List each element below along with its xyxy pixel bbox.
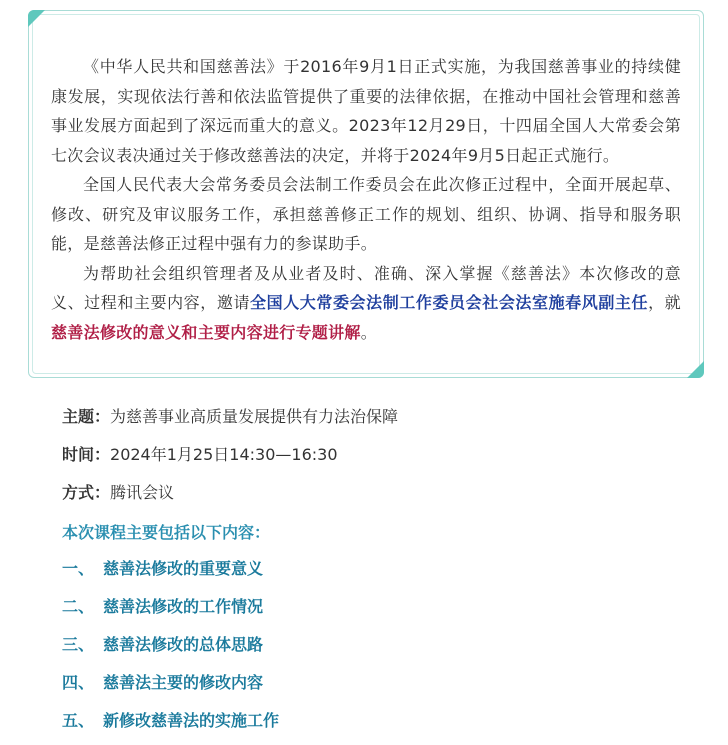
course-outline bbox=[62, 519, 279, 745]
time-value: 2024年1月25日14:30—16:30 bbox=[110, 445, 338, 464]
outline-item bbox=[62, 669, 279, 707]
outline-item-number: 三、 bbox=[62, 635, 95, 654]
intro-paragraph-3-middle: ，就 bbox=[648, 293, 681, 312]
outline-item-text: 慈善法修改的总体思路 bbox=[103, 635, 264, 654]
intro-text bbox=[51, 52, 681, 347]
intro-paragraph-3 bbox=[51, 259, 681, 348]
outline-item-number: 四、 bbox=[62, 673, 95, 692]
outline-item-text: 慈善法修改的重要意义 bbox=[103, 559, 264, 578]
time-row bbox=[62, 441, 398, 479]
outline-item bbox=[62, 555, 279, 593]
method-row bbox=[62, 479, 398, 517]
event-info bbox=[62, 403, 398, 517]
topic-highlight: 慈善法修改的意义和主要内容进行专题讲解 bbox=[51, 322, 361, 342]
theme-label: 主题： bbox=[62, 407, 111, 426]
outline-item-number: 五、 bbox=[62, 711, 95, 730]
outline-item bbox=[62, 593, 279, 631]
corner-decoration-bottom-right bbox=[687, 361, 704, 378]
outline-item-text: 慈善法修改的工作情况 bbox=[103, 597, 264, 616]
outline-item-number: 二、 bbox=[62, 597, 95, 616]
theme-row bbox=[62, 403, 398, 441]
outline-item-number: 一、 bbox=[62, 559, 95, 578]
outline-item-text: 新修改慈善法的实施工作 bbox=[103, 711, 280, 730]
outline-heading: 本次课程主要包括以下内容： bbox=[62, 523, 271, 542]
speaker-highlight: 全国人大常委会法制工作委员会社会法室施春风副主任 bbox=[250, 293, 649, 312]
outline-item bbox=[62, 631, 279, 669]
method-value: 腾讯会议 bbox=[110, 483, 175, 502]
method-label: 方式： bbox=[62, 483, 111, 502]
intro-paragraph-3-end: 。 bbox=[360, 322, 378, 342]
intro-paragraph-3-lead: 为帮助社会组织管理者及从业者及时、准确、深入掌握《慈善法》本次修改的意义、过程和主要内容，邀请 bbox=[51, 263, 681, 312]
intro-paragraph-1: 《中华人民共和国慈善法》于2016年9月1日正式实施，为我国慈善事业的持续健康发展，实现依法行善和依法监管提供了重要的法律依据，在推动中国社会管理和慈善事业发展方面起到了深远而重大的意义。2023年12月29日，十四届全国人大常委会第七次会议表决通过关于修改慈善法的决定，并将于2024年9月5日起正式施行。 bbox=[51, 57, 681, 165]
outline-item bbox=[62, 707, 279, 745]
corner-decoration-top-left bbox=[28, 10, 45, 27]
outline-item-text: 慈善法主要的修改内容 bbox=[103, 673, 264, 692]
intro-paragraph-2: 全国人民代表大会常务委员会法制工作委员会在此次修正过程中，全面开展起草、修改、研究及审议服务工作，承担慈善修正工作的规划、组织、协调、指导和服务职能，是慈善法修正过程中强有力的参谋助手。 bbox=[51, 175, 681, 253]
theme-value: 为慈善事业高质量发展提供有力法治保障 bbox=[110, 407, 399, 426]
time-label: 时间： bbox=[62, 445, 111, 464]
